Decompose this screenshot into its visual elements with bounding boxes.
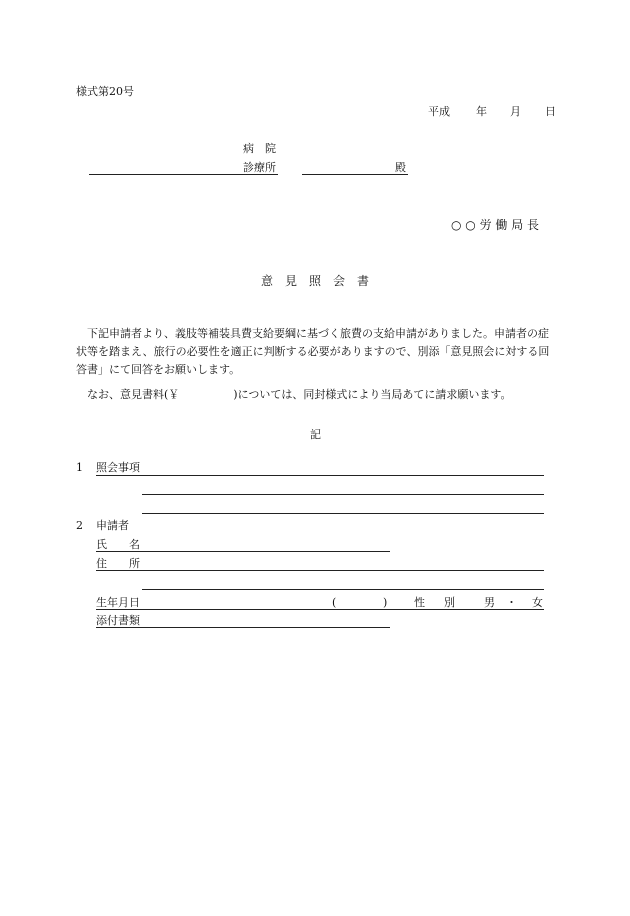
addressee-clinic: 診療所 xyxy=(243,161,276,174)
attachments-label: 添付書類 xyxy=(96,614,140,627)
date-day: 日 xyxy=(545,105,556,118)
body-paragraph-1-text: 下記申請者より、義肢等補装具費支給要綱に基づく旅費の支給申請がありました。申請者の症状等を踏まえ、旅行の必要性を適正に判断する必要がありますので、別添「意見照会に対する回答書」にて回答をお願いします。 xyxy=(76,327,550,376)
addressee-hospital: 病 院 xyxy=(243,142,276,155)
name-label: 氏 名 xyxy=(96,538,140,551)
sex-male[interactable]: 男 xyxy=(484,596,495,609)
sex-female[interactable]: 女 xyxy=(532,596,543,609)
age-open-paren: ( xyxy=(332,596,337,609)
fee-suffix: )については、同封様式により当局あてに請求願います。 xyxy=(233,388,512,401)
address-line-1[interactable] xyxy=(96,570,544,571)
ki-heading: 記 xyxy=(310,428,321,441)
sender: ○ ○ 労 働 局 長 xyxy=(451,218,540,232)
addressee-honorific: 殿 xyxy=(395,161,406,174)
body-paragraph-2 xyxy=(87,389,512,400)
inquiry-line-2[interactable] xyxy=(142,494,544,495)
section1-label: 照会事項 xyxy=(96,461,140,474)
inquiry-line-1[interactable] xyxy=(96,475,544,476)
birthdate-label: 生年月日 xyxy=(96,596,140,609)
fee-prefix: なお、意見書料(￥ xyxy=(87,388,180,401)
age-close-paren: ) xyxy=(383,596,388,609)
page-title: 意 見 照 会 書 xyxy=(261,274,370,288)
body-paragraph-1 xyxy=(76,325,554,379)
name-line[interactable] xyxy=(96,551,390,552)
address-label: 住 所 xyxy=(96,557,140,570)
sex-label: 性 別 xyxy=(414,596,459,609)
sex-separator: ・ xyxy=(506,596,517,609)
section1-number: 1 xyxy=(76,461,83,474)
form-number: 様式第20号 xyxy=(76,85,134,98)
birthdate-line[interactable] xyxy=(96,609,544,610)
addressee-name-line xyxy=(89,174,278,175)
attachments-line[interactable] xyxy=(96,627,390,628)
inquiry-line-3[interactable] xyxy=(142,513,544,514)
date-month: 月 xyxy=(510,105,521,118)
section2-label: 申請者 xyxy=(96,519,129,532)
date-era: 平成 xyxy=(428,105,450,118)
address-line-2[interactable] xyxy=(142,589,544,590)
date-year: 年 xyxy=(476,105,487,118)
section2-number: 2 xyxy=(76,519,83,532)
addressee-person-line xyxy=(302,174,408,175)
